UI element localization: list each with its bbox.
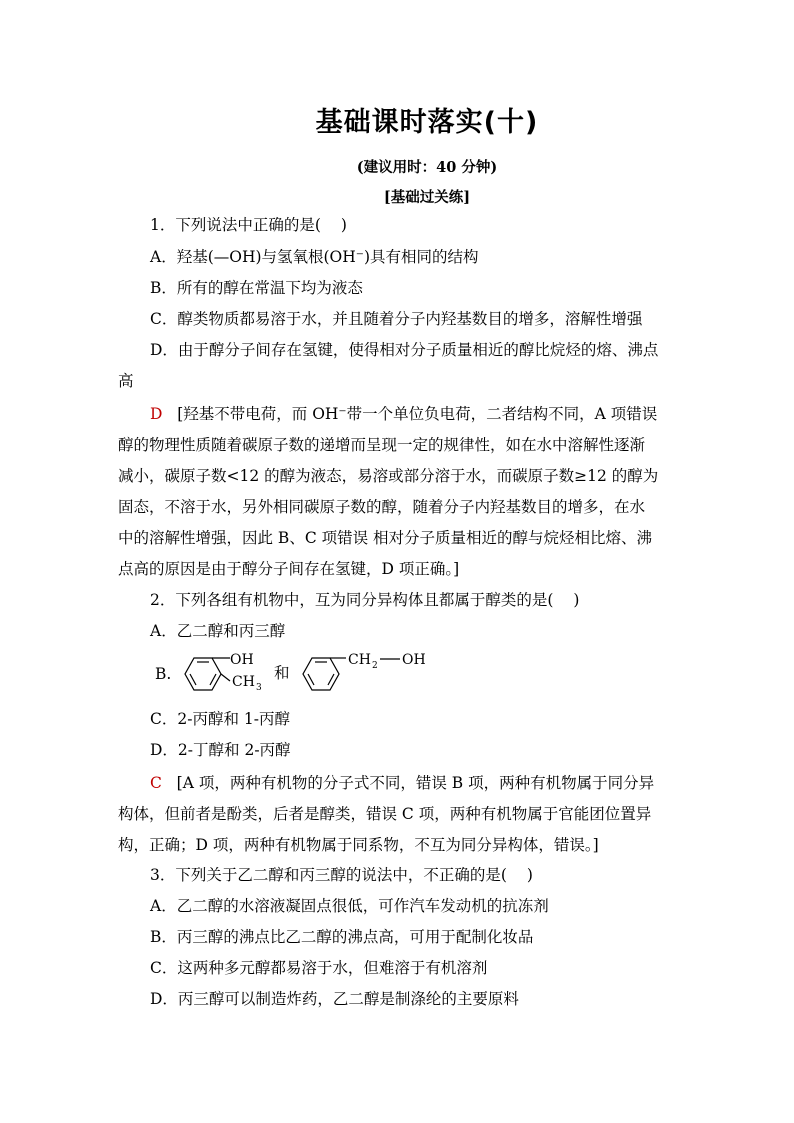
q1-option-d: D．由于醇分子间存在氢键，使得相对分子质量相近的醇比烷烃的熔、沸点 <box>150 341 659 359</box>
q1-explanation-line-3: 减小，碳原子数<12 的醇为液态，易溶或部分溶于水，而碳原子数≥12 的醇为 <box>118 467 659 485</box>
q1-explanation-line-6: 点高的原因是由于醇分子间存在氢键，D 项正确。] <box>118 560 460 578</box>
hydroxyl-group-label-2: OH <box>402 652 426 668</box>
q1-option-c: C．醇类物质都易溶于水，并且随着分子内羟基数目的增多，溶解性增强 <box>150 310 643 328</box>
q1-option-d-cont: 高 <box>118 372 134 390</box>
and-connector: 和 <box>274 664 290 682</box>
q2-option-b-label: B. <box>155 665 172 683</box>
section-heading: [基础过关练] <box>383 189 471 206</box>
q1-explanation-line-2: 醇的物理性质随着碳原子数的递增而呈现一定的规律性，如在水中溶解性逐渐 <box>118 436 646 454</box>
q2-answer: C <box>150 774 162 792</box>
q1-explanation-line-5: 中的溶解性增强，因此 B、C 项错误 相对分子质量相近的醇与烷烃相比熔、沸 <box>118 529 653 547</box>
methylene-subscript: 2 <box>372 661 378 671</box>
q2-explanation-line-1: C [A 项，两种有机物的分子式不同，错误 B 项，两种有机物属于同分异 <box>150 774 655 792</box>
q1-stem: 1．下列说法中正确的是( ) <box>150 216 347 234</box>
q3-stem: 3．下列关于乙二醇和丙三醇的说法中，不正确的是( ) <box>150 866 533 884</box>
methylene-group-label: CH <box>348 652 371 668</box>
q3-option-a: A．乙二醇的水溶液凝固点很低，可作汽车发动机的抗冻剂 <box>150 897 549 915</box>
benzene-ring-icon <box>185 658 230 690</box>
q1-explanation-line-1: D [羟基不带电荷，而 OH⁻带一个单位负电荷，二者结构不同，A 项错误 <box>150 405 658 423</box>
q2-option-a: A．乙二醇和丙三醇 <box>150 622 286 640</box>
q3-option-b: B．丙三醇的沸点比乙二醇的沸点高，可用于配制化妆品 <box>150 928 534 946</box>
q1-explanation-line-4: 固态，不溶于水，另外相同碳原子数的醇，随着分子内羟基数目的增多，在水 <box>118 498 646 516</box>
methyl-subscript: 3 <box>256 683 262 693</box>
q2-explanation-line-2: 构体，但前者是酚类，后者是醇类，错误 C 项，两种有机物属于官能团位置异 <box>118 805 652 823</box>
q2-option-d: D．2-丁醇和 2-丙醇 <box>150 741 291 759</box>
q1-option-a: A．羟基(—OH)与氢氧根(OH⁻)具有相同的结构 <box>150 248 479 266</box>
q1-option-b: B．所有的醇在常温下均为液态 <box>150 279 363 297</box>
q1-answer: D <box>150 405 163 423</box>
q2-option-c: C．2-丙醇和 1-丙醇 <box>150 710 290 728</box>
time-suggestion: (建议用时：40 分钟) <box>356 159 498 176</box>
page-title: 基础课时落实(十) <box>315 107 539 138</box>
methyl-group-label: CH <box>232 674 255 690</box>
q2-stem: 2．下列各组有机物中，互为同分异构体且都属于醇类的是( ) <box>150 591 580 609</box>
q2-explanation-line-3: 构，正确；D 项，两种有机物属于同系物，不互为同分异构体，错误。] <box>118 836 599 854</box>
hydroxyl-group-label: OH <box>230 652 254 668</box>
q2-option-b-structures <box>150 648 450 700</box>
q3-option-c: C．这两种多元醇都易溶于水，但难溶于有机溶剂 <box>150 959 488 977</box>
q3-option-d: D．丙三醇可以制造炸药，乙二醇是制涤纶的主要原料 <box>150 990 519 1008</box>
